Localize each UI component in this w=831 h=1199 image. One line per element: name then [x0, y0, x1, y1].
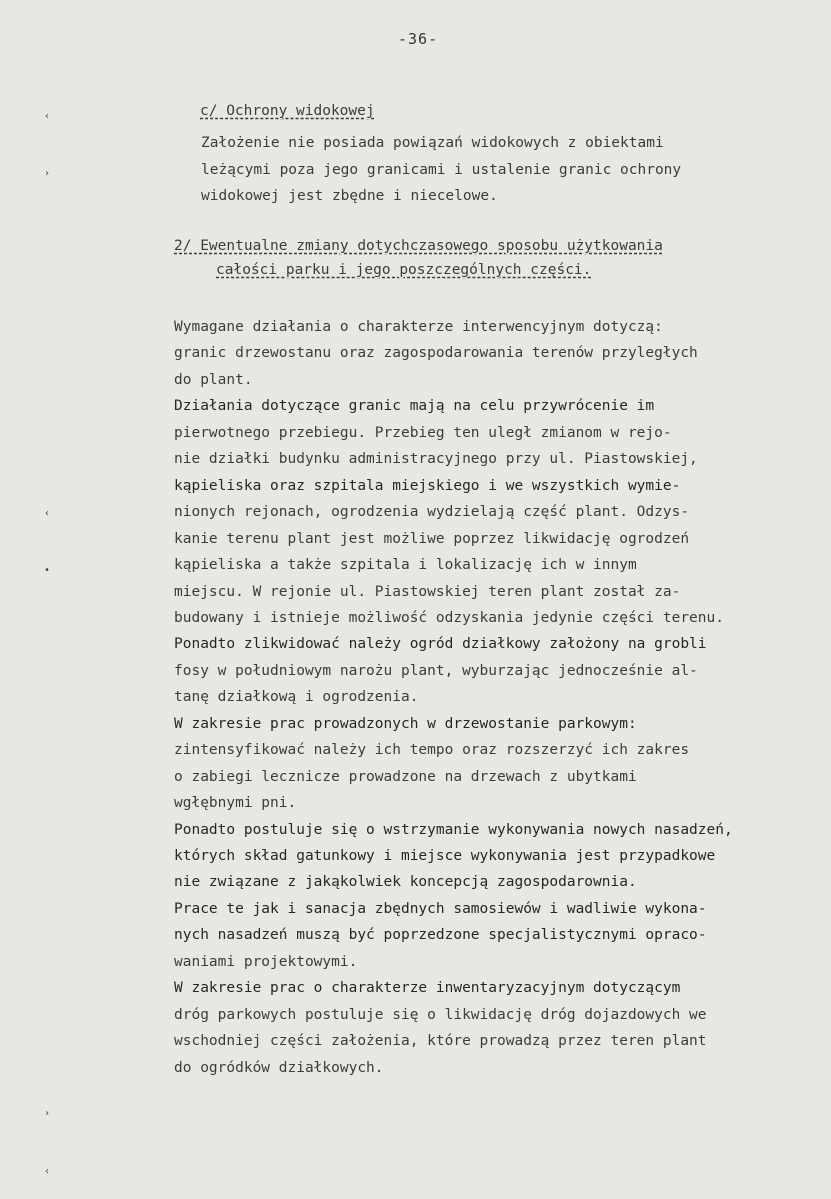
margin-mark: •	[44, 565, 51, 576]
text-line: nionych rejonach, ogrodzenia wydzielają część plant. Odzys-	[174, 504, 690, 521]
text-line: wschodniej części założenia, które prowadzą przez teren plant	[174, 1033, 707, 1050]
text-line: leżącymi poza jego granicami i ustalenie granic ochrony	[201, 162, 682, 178]
text-line: budowany i istnieje możliwość odzyskania jedynie części terenu.	[174, 610, 724, 626]
text-line: waniami projektowymi.	[174, 953, 358, 970]
page-number: -36-	[398, 30, 439, 48]
text-line: kanie terenu plant jest możliwe poprzez likwidację ogrodzeń	[174, 530, 690, 547]
margin-mark: ‹	[44, 1166, 51, 1177]
text-line: miejscu. W rejonie ul. Piastowskiej teren plant został za-	[174, 583, 681, 600]
text-line: zintensyfikować należy ich tempo oraz rozszerzyć ich zakres	[174, 742, 690, 759]
text-line: do ogródków działkowych.	[174, 1059, 384, 1076]
text-line: nych nasadzeń muszą być poprzedzone specjalistycznymi opraco-	[174, 927, 707, 944]
margin-mark: ‹	[44, 508, 51, 519]
margin-mark: ›	[44, 168, 51, 179]
text-line: wgłębnymi pni.	[174, 795, 297, 812]
section-c-title: c/ Ochrony widokowej	[200, 103, 375, 119]
text-line: kąpieliska oraz szpitala miejskiego i we wszystkich wymie-	[174, 477, 681, 494]
text-line: Wymagane działania o charakterze interwencyjnym dotyczą:	[174, 319, 663, 335]
text-line: Ponadto zlikwidować należy ogród działkowy założony na grobli	[174, 636, 707, 653]
text-line: W zakresie prac prowadzonych w drzewostanie parkowym:	[174, 715, 637, 732]
text-line: fosy w południowym narożu plant, wyburzając jednocześnie al-	[174, 662, 698, 679]
text-line: Prace te jak i sanacja zbędnych samosiewów i wadliwie wykona-	[174, 900, 707, 917]
text-line: do plant.	[174, 371, 253, 388]
text-line: pierwotnego przebiegu. Przebieg ten uległ zmianom w rejo-	[174, 424, 672, 441]
text-line: nie związane z jakąkolwiek koncepcją zagospodarownia.	[174, 874, 637, 891]
text-line: których skład gatunkowy i miejsce wykonywania jest przypadkowe	[174, 848, 716, 864]
text-line: Założenie nie posiada powiązań widokowych z obiektami	[201, 135, 664, 151]
text-line: tanę działkową i ogrodzenia.	[174, 689, 419, 706]
text-line: dróg parkowych postuluje się o likwidację dróg dojazdowych we	[174, 1006, 707, 1023]
heading-line: 2/ Ewentualne zmiany dotychczasowego sposobu użytkowania	[174, 238, 663, 254]
text-line: widokowej jest zbędne i niecelowe.	[201, 188, 498, 204]
text-line: kąpieliska a także szpitala i lokalizację ich w innym	[174, 557, 637, 573]
text-line: o zabiegi lecznicze prowadzone na drzewach z ubytkami	[174, 768, 637, 785]
margin-mark: ›	[44, 1108, 51, 1119]
text-line: granic drzewostanu oraz zagospodarowania terenów przyległych	[174, 345, 698, 362]
heading-line: całości parku i jego poszczególnych części.	[216, 262, 592, 278]
margin-mark: ‹	[44, 111, 51, 122]
text-line: Działania dotyczące granic mają na celu przywrócenie im	[174, 398, 655, 415]
text-line: Ponadto postuluje się o wstrzymanie wykonywania nowych nasadzeń,	[174, 821, 733, 838]
text-line: nie działki budynku administracyjnego przy ul. Piastowskiej,	[174, 451, 698, 468]
text-line: W zakresie prac o charakterze inwentaryzacyjnym dotyczącym	[174, 980, 681, 997]
